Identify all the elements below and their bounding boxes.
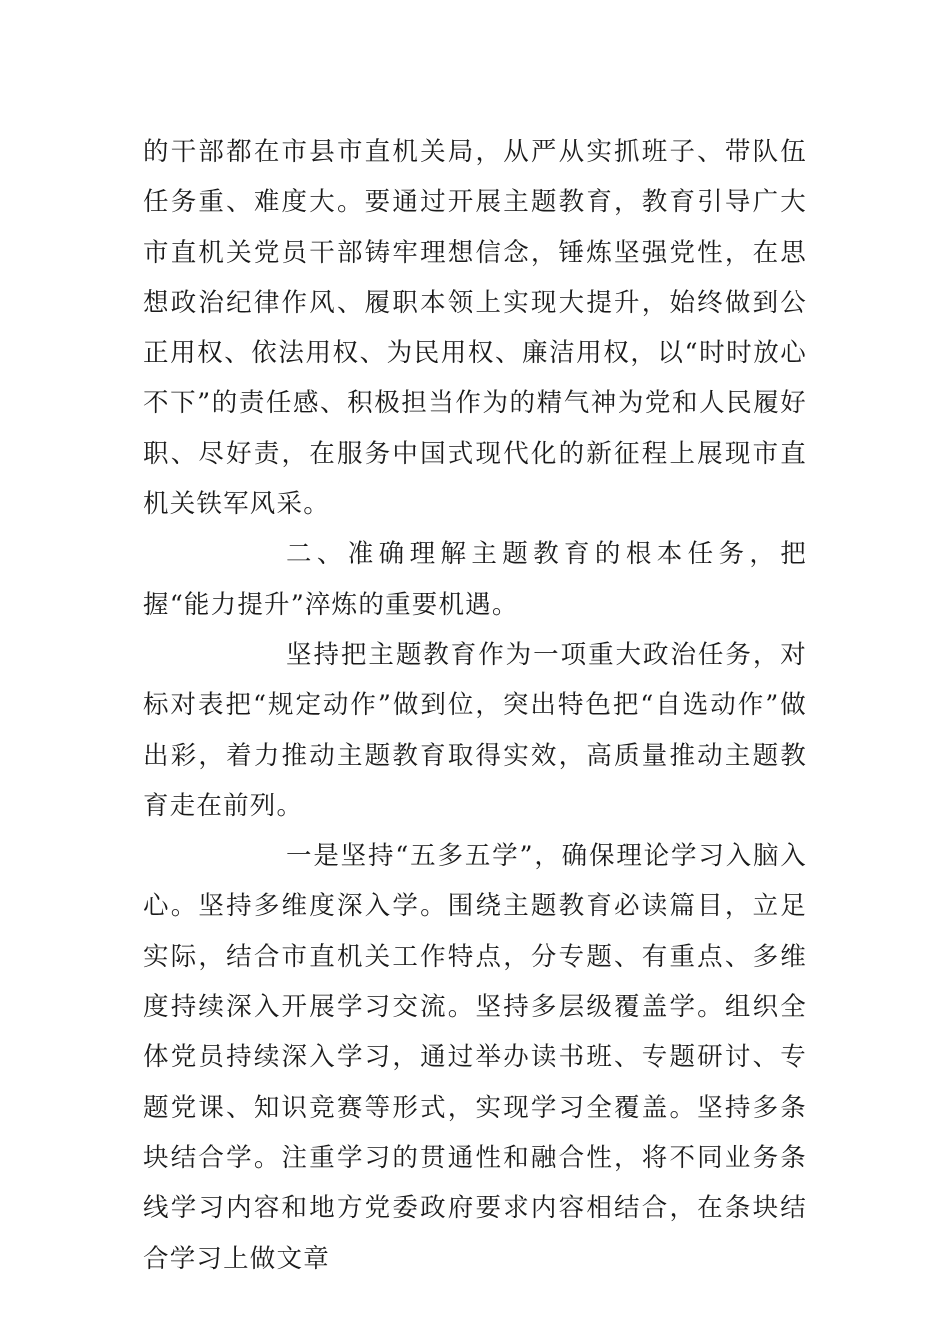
paragraph-political-task: 坚持把主题教育作为一项重大政治任务，对标对表把“规定动作”做到位，突出特色把“自选动作”做出彩，着力推动主题教育取得实效，高质量推动主题教育走在前列。 bbox=[143, 639, 807, 821]
paragraph-five-study: 一是坚持“五多五学”，确保理论学习入脑入心。坚持多维度深入学。围绕主题教育必读篇目，立足实际，结合市直机关工作特点，分专题、有重点、多维度持续深入开展学习交流。坚持多层级覆盖学。组织全体党员持续深入学习，通过举办读书班、专题研讨、专题党课、知识竞赛等形式，实现学习全覆盖。坚持多条块结合学。注重学习的贯通性和融合性，将不同业务条线学习内容和地方党委政府要求内容相结合，在条块结合学习上做文章 bbox=[143, 841, 807, 1274]
paragraph-continuation: 的干部都在市县市直机关局，从严从实抓班子、带队伍任务重、难度大。要通过开展主题教育，教育引导广大市直机关党员干部铸牢理想信念，锤炼坚强党性，在思想政治纪律作风、履职本领上实现大提升，始终做到公正用权、依法用权、为民用权、廉洁用权，以“时时放心不下”的责任感、积极担当作为的精气神为党和人民履好职、尽好责，在服务中国式现代化的新征程上展现市直机关铁军风采。 bbox=[143, 137, 807, 520]
section-heading-two: 二、准确理解主题教育的根本任务，把握“能力提升”淬炼的重要机遇。 bbox=[143, 539, 807, 620]
document-body bbox=[143, 127, 807, 1284]
